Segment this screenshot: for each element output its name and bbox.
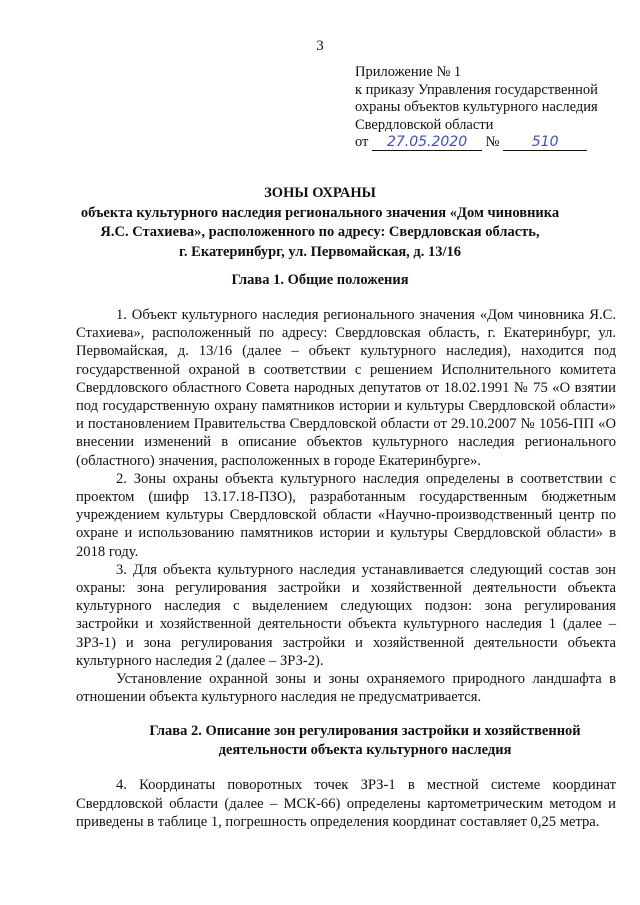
handwritten-date: 27.05.2020 <box>372 135 482 151</box>
handwritten-order-number: 510 <box>503 135 587 151</box>
order-date-number-row <box>355 134 635 152</box>
chapter-1-body <box>76 306 616 706</box>
appendix-line: к приказу Управления государственной <box>355 81 598 98</box>
title-line: Я.С. Стахиева», расположенного по адресу: Свердловская область, <box>100 224 540 240</box>
appendix-line: Свердловской области <box>355 116 494 133</box>
appendix-line: охраны объектов культурного наследия <box>355 99 598 115</box>
paragraph-4: Установление охранной зоны и зоны охраняемого природного ландшафта в отношении объекта культурного наследия не предусматривается. <box>76 671 616 706</box>
number-sign: № <box>485 134 500 150</box>
chapter-2-heading-line: деятельности объекта культурного наследия <box>218 741 512 758</box>
paragraph-3: 3. Для объекта культурного наследия устанавливается следующий состав зон охраны: зона регулирования застройки и хозяйственной деятельности объекта культурного наследия с выделением следующих подзон: зона регулирования застройки и хозяйственной деятельности объекта культурного наследия 1 (далее – ЗРЗ-1) и зона регулирования застройки и хозяйственной деятельности объекта культурного наследия 2 (далее – ЗРЗ-2). <box>76 561 616 669</box>
chapter-2-heading <box>110 722 620 759</box>
appendix-block <box>355 64 635 152</box>
chapter-1-heading: Глава 1. Общие положения <box>231 272 409 288</box>
date-prefix: от <box>355 134 369 150</box>
paragraph-5: 4. Координаты поворотных точек ЗРЗ-1 в местной системе координат Свердловской области (далее – МСК-66) определены картометрическим методом и приведены в таблице 1, погрешность определения координат составляет 0,25 метра. <box>76 777 616 830</box>
paragraph-1: 1. Объект культурного наследия регионального значения «Дом чиновника Я.С. Стахиева», расположенный по адресу: Свердловская область, г. Екатеринбург, ул. Первомайская, д. 13/16 (далее – объект культурного наследия), находится под государственной охраной в соответствии с решением Исполнительного комитета Свердловского областного Совета народных депутатов от 18.02.1991 № 75 «О взятии под государственную охрану памятников истории и культуры Свердловской области» и постановлением Правительства Свердловской области от 29.10.2007 № 1056-ПП «О внесении изменений в описание объектов культурного наследия регионального (областного) значения, расположенных в городе Екатеринбурге». <box>76 307 616 469</box>
paragraph-2: 2. Зоны охраны объекта культурного наследия определены в соответствии с проектом (шифр 13.17.18-ПЗО), разработанным государственным бюджетным учреждением культуры Свердловской области «Научно-производственный центр по охране и использованию памятников истории и культуры Свердловской области» в 2018 году. <box>76 470 616 560</box>
title-line: объекта культурного наследия регионального значения «Дом чиновника <box>80 204 560 221</box>
page-number: 3 <box>316 38 324 54</box>
chapter-2-body <box>76 776 616 832</box>
chapter-2-heading-line: Глава 2. Описание зон регулирования застройки и хозяйственной <box>149 723 581 739</box>
document-title <box>80 184 560 262</box>
appendix-line: Приложение № 1 <box>355 64 462 80</box>
title-main: ЗОНЫ ОХРАНЫ <box>264 185 376 201</box>
title-line: г. Екатеринбург, ул. Первомайская, д. 13/16 <box>178 243 462 260</box>
